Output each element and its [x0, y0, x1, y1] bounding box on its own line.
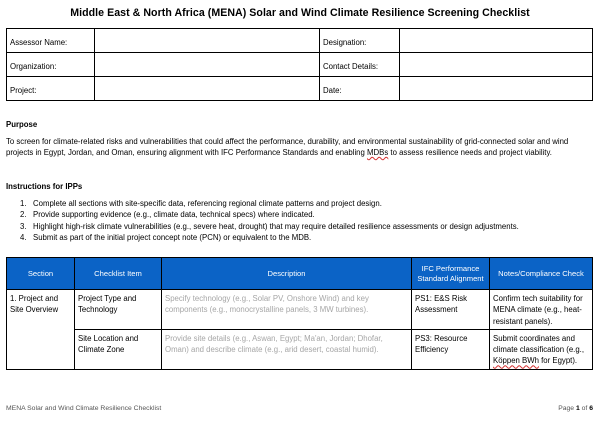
section-cell: 1. Project and Site Overview [7, 290, 75, 370]
contact-details-field[interactable] [400, 53, 593, 77]
page-total: 6 [589, 405, 593, 412]
ifc-alignment-cell: PS1: E&S Risk Assessment [412, 290, 490, 330]
instruction-item [20, 233, 590, 244]
table-row [7, 290, 593, 330]
page-current: 1 [575, 405, 580, 412]
notes-text-end: for Egypt). [538, 356, 578, 366]
notes-cell[interactable] [490, 290, 593, 330]
info-row-organization [7, 53, 593, 77]
notes-text: Confirm tech suitability for MENA climate (e.g., heat-resistant panels). [493, 294, 583, 326]
header-description: Description [162, 258, 412, 290]
header-notes-compliance: Notes/Compliance Check [490, 258, 593, 290]
description-field[interactable]: Specify technology (e.g., Solar PV, Onshore Wind) and key components (e.g., monocrystalline panels, 3 MW turbines). [162, 290, 412, 330]
date-field[interactable] [400, 77, 593, 101]
instruction-number: 4. [20, 232, 27, 242]
checklist-item-cell: Project Type and Technology [75, 290, 162, 330]
instruction-text: Submit as part of the initial project concept note (PCN) or equivalent to the MDB. [33, 232, 312, 242]
checklist-item-cell: Site Location and Climate Zone [75, 329, 162, 369]
purpose-text-start: To screen for climate-related risks and vulnerabilities that could affect the performance, durability, and environmental sustainability of grid-connected solar and wind projects in Egypt, Jordan, and Oman, ensuring alignment with IFC Performance Standards and enabling [6, 137, 569, 157]
footer-page-number [558, 405, 593, 412]
notes-cell[interactable] [490, 329, 593, 369]
designation-field[interactable] [400, 29, 593, 53]
project-field[interactable] [95, 77, 320, 101]
header-ifc-alignment: IFC Performance Standard Alignment [412, 258, 490, 290]
assessor-label: Assessor Name: [7, 29, 95, 53]
instruction-number: 2. [20, 210, 27, 220]
assessor-name-field[interactable] [95, 29, 320, 53]
info-row-assessor [7, 29, 593, 53]
designation-label: Designation: [320, 29, 400, 53]
page-of-word: of [581, 405, 588, 412]
instruction-number: 1. [20, 199, 27, 208]
assessor-info-table [6, 28, 593, 101]
date-label: Date: [320, 77, 400, 101]
instruction-item [20, 210, 590, 221]
instruction-number: 3. [20, 221, 27, 231]
organization-field[interactable] [95, 53, 320, 77]
purpose-text-end: to assess resilience needs and project viability. [388, 148, 552, 157]
document-title: Middle East & North Africa (MENA) Solar and Wind Climate Resilience Screening Checklist [70, 7, 530, 19]
instructions-list [20, 199, 590, 244]
instruction-text: Highlight high-risk climate vulnerabilities (e.g., severe heat, drought) that may require detailed resilience assessments or design adjustments. [33, 221, 519, 231]
page-word: Page [558, 405, 575, 412]
purpose-flagged-word: MDBs [367, 148, 389, 157]
checklist-header-row [7, 258, 593, 290]
header-checklist-item: Checklist Item [75, 258, 162, 290]
notes-flagged-text: Köppen BWh [493, 356, 539, 366]
instructions-heading: Instructions for IPPs [6, 182, 83, 191]
instruction-text: Complete all sections with site-specific data, referencing regional climate patterns and project design. [33, 199, 382, 208]
project-label: Project: [7, 77, 95, 101]
description-field[interactable]: Provide site details (e.g., Aswan, Egypt; Ma'an, Jordan; Dhofar, Oman) and describe climate (e.g., arid desert, coastal humid). [162, 329, 412, 369]
purpose-heading: Purpose [6, 120, 38, 129]
header-section: Section [7, 258, 75, 290]
instruction-item [20, 199, 590, 210]
contact-details-label: Contact Details: [320, 53, 400, 77]
footer-document-name: MENA Solar and Wind Climate Resilience Checklist [6, 405, 162, 412]
instruction-item [20, 222, 590, 233]
checklist-table [6, 257, 593, 370]
organization-label: Organization: [7, 53, 95, 77]
purpose-paragraph [6, 136, 594, 158]
instruction-text: Provide supporting evidence (e.g., climate data, technical specs) where indicated. [33, 210, 315, 220]
notes-text: Submit coordinates and climate classification (e.g., [493, 333, 584, 355]
table-row [7, 329, 593, 369]
ifc-alignment-cell: PS3: Resource Efficiency [412, 329, 490, 369]
info-row-project [7, 77, 593, 101]
